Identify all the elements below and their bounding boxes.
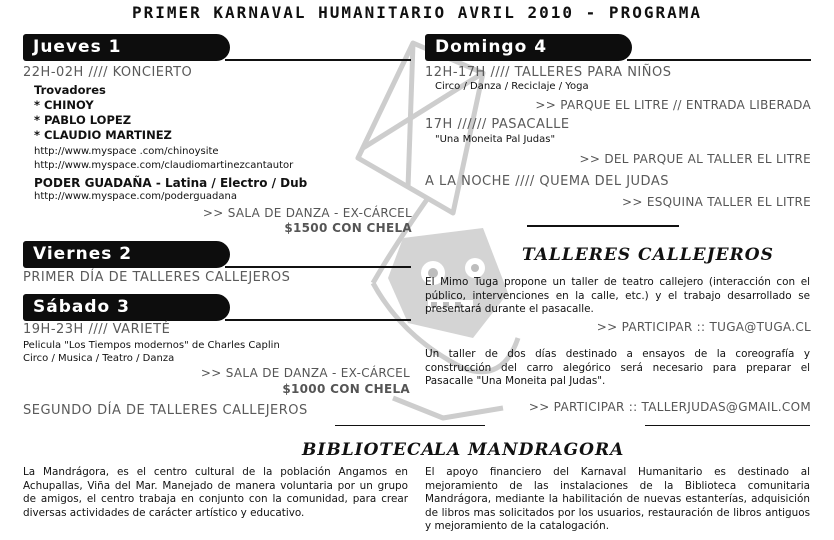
price-text: $1500 CON CHELA [284, 221, 412, 235]
divider [527, 225, 679, 227]
biblioteca-paragraph: La Mandrágora, es el centro cultural de la población Angamos en Achupallas, Viña del Mar. Manejado de manera voluntaria por un grupo de amigos, el centro trabaja en conjunto con la comunidad, para crear diversas actividades de carácter artístico y educativo. [23, 466, 408, 519]
artist-item: * PABLO LOPEZ [34, 113, 132, 127]
genres-text: Circo / Danza / Reciclaje / Yoga [435, 81, 589, 92]
venue-text: >> SALA DE DANZA - EX-CÁRCEL [202, 206, 412, 220]
day-label-sabado: Sábado 3 [23, 294, 230, 321]
day-label-domingo: Domingo 4 [425, 34, 632, 61]
domingo-heading-1: 12H-17H //// TALLERES PARA NIÑOS [425, 65, 672, 80]
mandragora-title: LA MANDRAGORA [434, 440, 625, 460]
divider [225, 59, 411, 61]
day-label-viernes: Viernes 2 [23, 241, 230, 268]
contact-text: >> PARTICIPAR :: TUGA@TUGA.CL [596, 320, 811, 334]
domingo-heading-3: A LA NOCHE //// QUEMA DEL JUDAS [425, 174, 669, 189]
divider [225, 319, 411, 321]
talleres-paragraph: El Mimo Tuga propone un taller de teatro callejero (interacción con el público, intervenciones en la calle, etc.) y el trabajo desarrollado se presentará durante el pasacalle. [425, 276, 810, 315]
divider [225, 266, 411, 268]
film-text: Pelicula "Los Tiempos modernos" de Charles Caplin [23, 340, 280, 351]
band-name: PODER GUADAÑA - Latina / Electro / Dub [34, 176, 308, 190]
divider [645, 425, 810, 426]
band-link[interactable]: http://www.myspace.com/poderguadana [34, 191, 237, 202]
domingo-heading-2: 17H ////// PASACALLE [425, 117, 570, 132]
mandragora-paragraph: El apoyo financiero del Karnaval Humanitario es destinado al mejoramiento de las instalaciones de la Biblioteca comunitaria Mandrágora, mediante la habilitación de nuevas estanterías, adquisición de libros mas solicitados por los usuarios, restauración de libros antiguos y mejoramiento de la catalogación. [425, 466, 810, 532]
artist-item: * CHINOY [34, 98, 94, 112]
price-text: $1000 CON CHELA [282, 382, 410, 396]
place-text: >> PARQUE EL LITRE // ENTRADA LIBERADA [535, 98, 811, 112]
artist-link[interactable]: http://www.myspace .com/chinoysite [34, 146, 219, 157]
venue-text: >> SALA DE DANZA - EX-CÁRCEL [200, 366, 410, 380]
trovadores-label: Trovadores [34, 83, 106, 97]
divider [335, 425, 485, 426]
divider [627, 59, 811, 61]
quote-text: "Una Moneita Pal Judas" [435, 134, 556, 145]
sabado-heading: 19H-23H //// VARIETÉ [23, 322, 171, 337]
jueves-heading: 22H-02H //// KONCIERTO [23, 65, 193, 80]
talleres-title: TALLERES CALLEJEROS [522, 245, 774, 265]
artist-link[interactable]: http://www.myspace.com/claudiomartinezcantautor [34, 160, 294, 171]
contact-text: >> PARTICIPAR :: TALLERJUDAS@GMAIL.COM [528, 400, 811, 414]
place-text: >> ESQUINA TALLER EL LITRE [622, 195, 811, 209]
talleres-paragraph: Un taller de dos días destinado a ensayos de la coreografía y construcción del carro alegórico será necesario para preparar el Pasacalle "Una Moneita pal Judas". [425, 348, 810, 387]
artist-item: * CLAUDIO MARTINEZ [34, 128, 172, 142]
genres-text: Circo / Musica / Teatro / Danza [23, 353, 175, 364]
page-title: PRIMER KARNAVAL HUMANITARIO AVRIL 2010 - PROGRAMA [131, 3, 702, 22]
day-label-jueves: Jueves 1 [23, 34, 230, 61]
viernes-heading: PRIMER DÍA DE TALLERES CALLEJEROS [23, 270, 291, 285]
sabado-second-heading: SEGUNDO DÍA DE TALLERES CALLEJEROS [23, 403, 308, 418]
biblioteca-title: BIBLIOTECA [302, 440, 436, 460]
place-text: >> DEL PARQUE AL TALLER EL LITRE [579, 152, 811, 166]
